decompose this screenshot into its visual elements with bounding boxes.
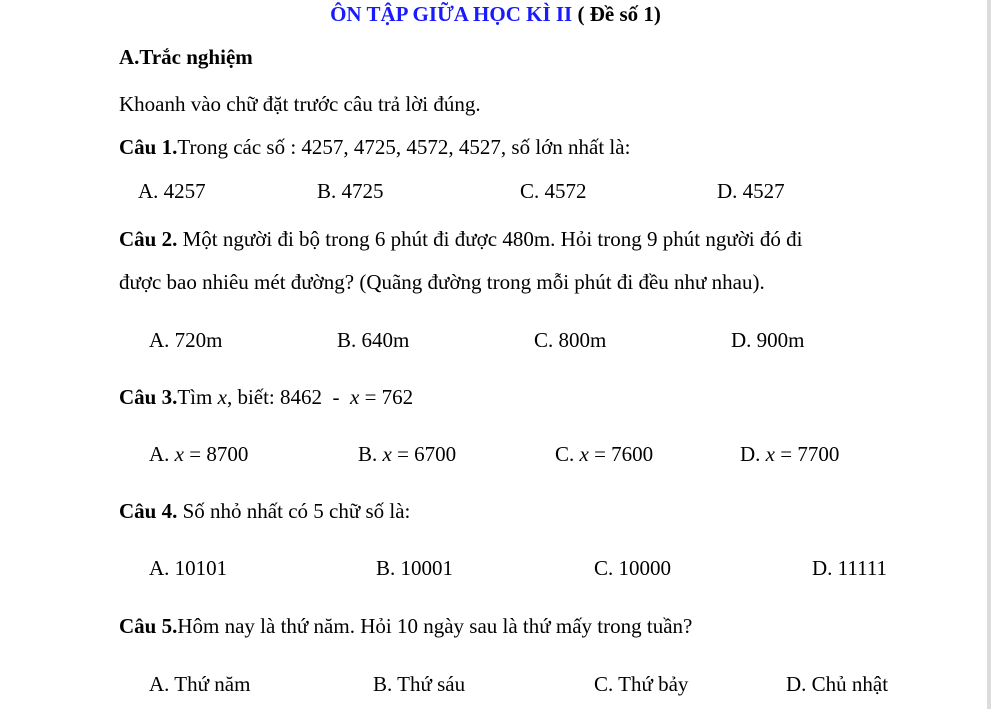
q5-option-d[interactable]: D. Chủ nhật [786,672,889,696]
question-3-equation-variable: x [350,385,360,409]
question-1 [119,135,630,160]
question-2-label: Câu 2. [119,227,178,251]
q3-option-d-variable: x [765,442,775,466]
q1-option-c[interactable]: C. 4572 [520,179,587,203]
question-3-label: Câu 3. [119,385,178,409]
q2-option-d[interactable]: D. 900m [731,328,805,352]
q4-option-c[interactable]: C. 10000 [594,556,672,580]
question-2-text-line2: được bao nhiêu mét đường? (Quãng đường trong mỗi phút đi đều như nhau). [119,270,765,294]
question-3-equation-left: 8462 - [280,385,351,409]
q5-option-b[interactable]: B. Thứ sáu [373,672,466,696]
q4-option-d[interactable]: D. 11111 [812,556,888,580]
q3-option-c-value: = 7600 [588,442,654,466]
q3-option-a[interactable] [149,442,248,467]
q3-option-c[interactable] [555,442,653,467]
page-title [0,2,991,27]
question-4-label: Câu 4. [119,499,178,523]
instruction-text: Khoanh vào chữ đặt trước câu trả lời đúng. [119,92,481,116]
q3-option-d-letter: D. [740,442,766,466]
q2-option-b[interactable]: B. 640m [337,328,410,352]
question-4 [119,499,410,524]
question-3-text-mid: , biết: [226,385,281,409]
question-5 [119,614,692,639]
question-5-label: Câu 5. [119,614,178,638]
section-heading: A.Trắc nghiệm [119,45,253,69]
q3-option-a-variable: x [174,442,184,466]
page-edge [987,0,991,709]
question-5-text: Hôm nay là thứ năm. Hỏi 10 ngày sau là thứ mấy trong tuần? [177,614,693,638]
q1-option-d[interactable]: D. 4527 [717,179,785,203]
q3-option-c-letter: C. [555,442,580,466]
q1-option-b[interactable]: B. 4725 [317,179,384,203]
question-1-label: Câu 1. [119,135,178,159]
q3-option-d-value: = 7700 [775,442,840,466]
q3-option-b[interactable] [358,442,456,467]
q2-option-c[interactable]: C. 800m [534,328,607,352]
q3-option-a-value: = 8700 [184,442,249,466]
title-main: ÔN TẬP GIỮA HỌC KÌ II [330,2,573,26]
question-4-text: Số nhỏ nhất có 5 chữ số là: [177,499,411,523]
q3-option-b-value: = 6700 [391,442,457,466]
q5-option-c[interactable]: C. Thứ bảy [594,672,689,696]
question-2-text-line1: Một người đi bộ trong 6 phút đi được 480m. Hỏi trong 9 phút người đó đi [177,227,803,251]
q3-option-d[interactable] [740,442,839,467]
question-3 [119,385,413,410]
q4-option-a[interactable]: A. 10101 [149,556,228,580]
q3-option-b-variable: x [382,442,392,466]
q1-option-a[interactable]: A. 4257 [138,179,206,203]
q4-option-b[interactable]: B. 10001 [376,556,454,580]
q3-option-b-letter: B. [358,442,383,466]
question-3-variable: x [217,385,227,409]
q5-option-a[interactable]: A. Thứ năm [149,672,251,696]
q3-option-a-letter: A. [149,442,175,466]
question-1-text: Trong các số : 4257, 4725, 4572, 4527, số lớn nhất là: [177,135,631,159]
title-suffix: ( Đề số 1) [577,2,661,26]
question-2 [119,227,802,252]
question-3-text-pre: Tìm [177,385,218,409]
q3-option-c-variable: x [579,442,589,466]
question-3-equation-right: = 762 [359,385,414,409]
q2-option-a[interactable]: A. 720m [149,328,223,352]
